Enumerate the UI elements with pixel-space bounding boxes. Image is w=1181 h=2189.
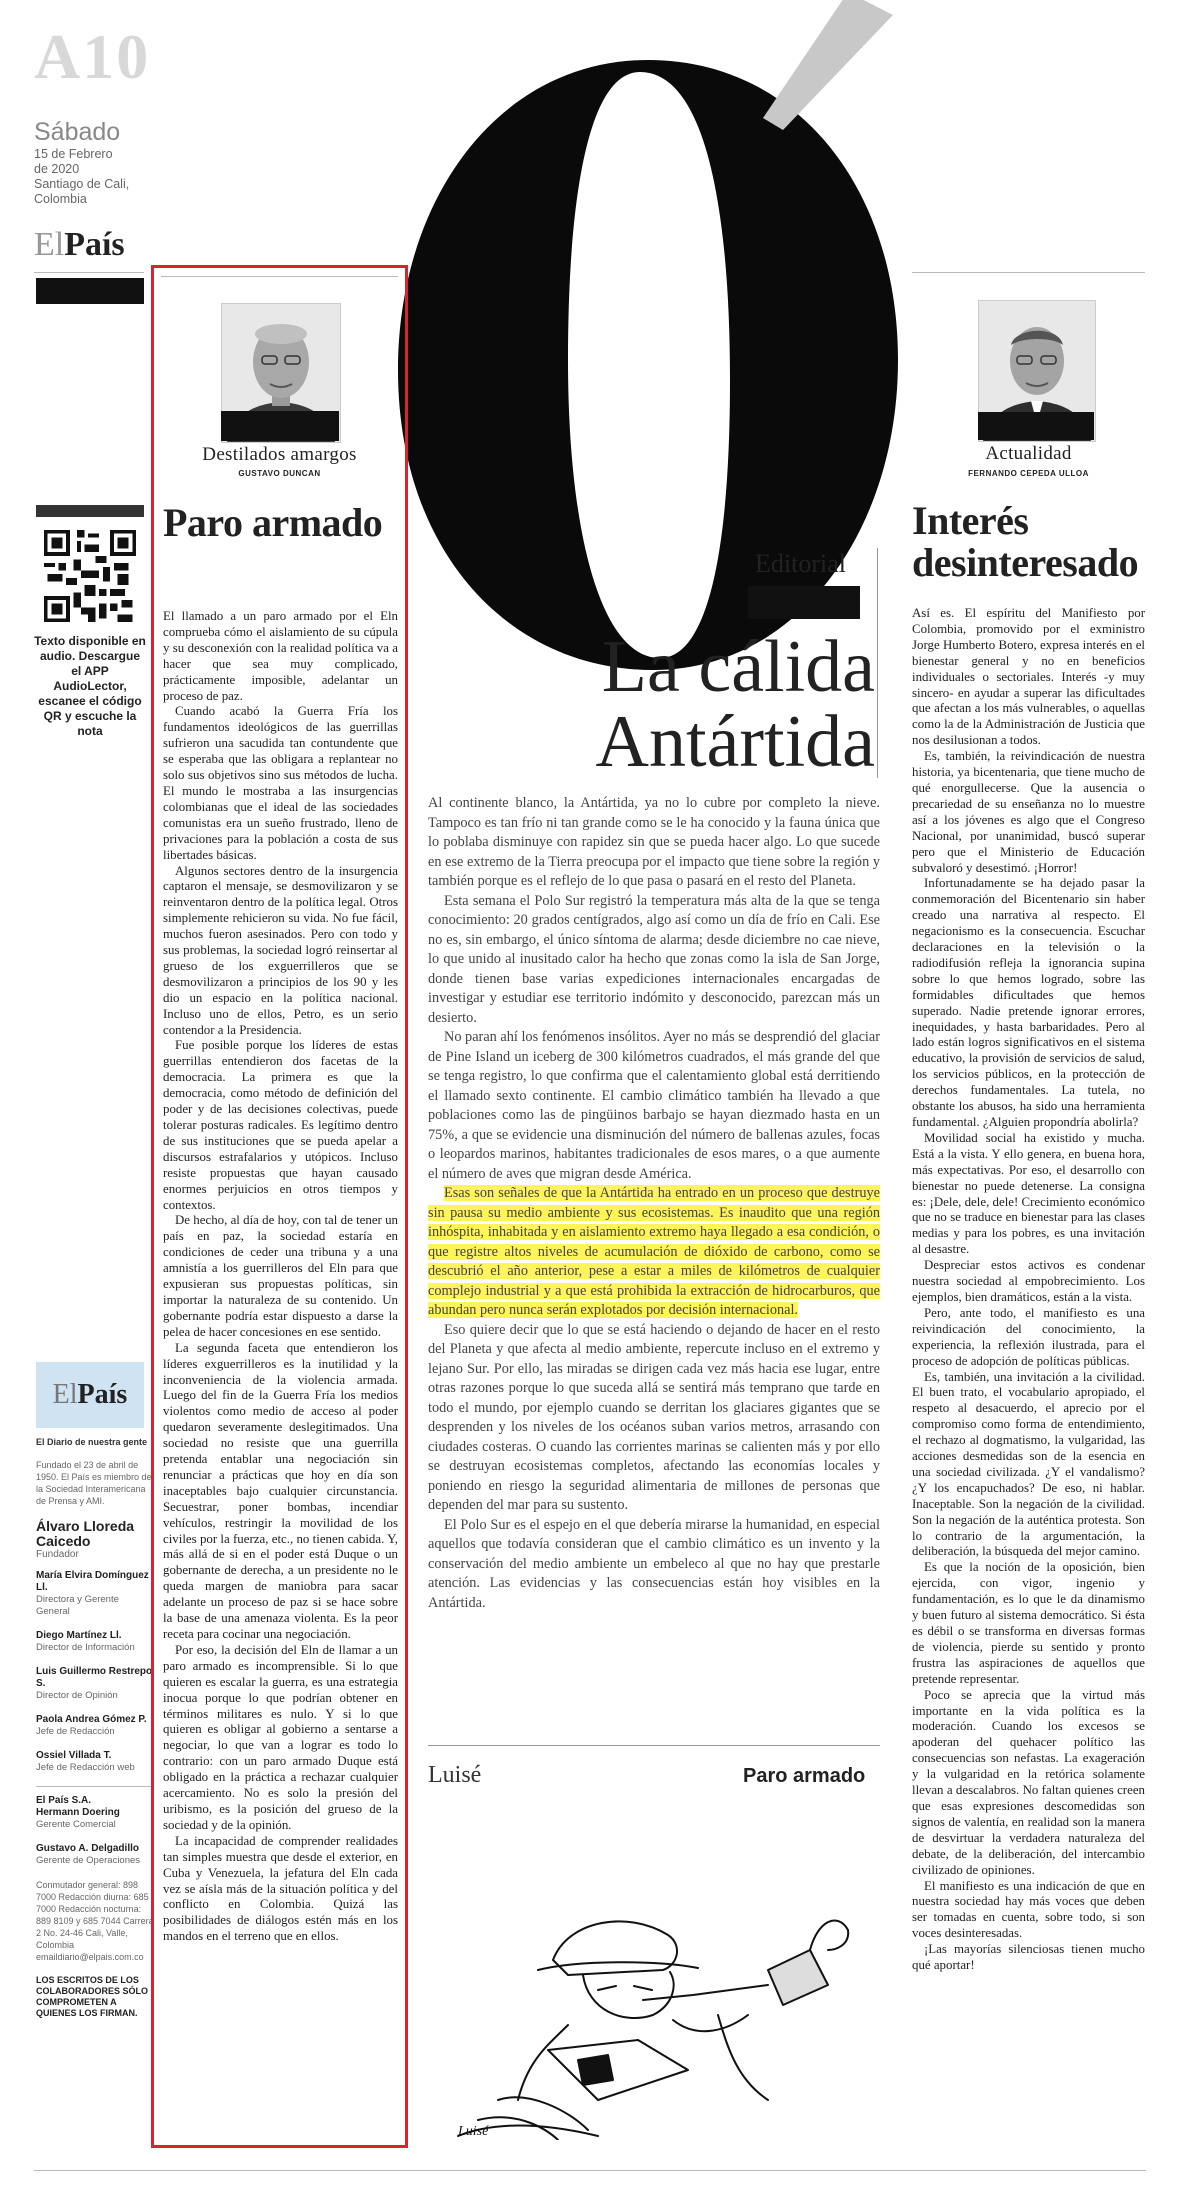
article-headline: Interés desinteresado bbox=[912, 498, 1139, 585]
paragraph: Despreciar estos activos es condenar nuestra sociedad al empobrecimiento. Los ejemplos, bien dramáticos, están a la vista. bbox=[912, 1258, 1145, 1304]
staff-name: Ossiel Villada T. bbox=[36, 1750, 112, 1761]
divider bbox=[36, 1786, 154, 1787]
paragraph: Pero, ante todo, el manifiesto es una reivindicación del conocimiento, la experiencia, la reflexión ilustrada, para el proceso de adopción de políticas públicas. bbox=[912, 1305, 1145, 1368]
paragraph: El llamado a un paro armado por el Eln comprueba cómo el aislamiento de su cúpula y su desconexión con la realidad política va a hacer que sea muy complicado, prácticamente imposible, adelantar un proceso de paz. bbox=[163, 609, 398, 703]
divider bbox=[161, 276, 398, 277]
newspaper-logo bbox=[34, 226, 125, 264]
paragraph: Así es. El espíritu del Manifiesto por Colombia, promovido por el exministro Jorge Humberto Botero, expresa interés en el bienestar general y no en beneficios individuales o sectoriales. Interés -y muy sincero- en ayudar a superar las dificultades que afectan a los más vulnerables, o aquellas como la de la Administración de Justicia que nos desilusionan a todos. bbox=[912, 606, 1145, 748]
date-line: Colombia bbox=[34, 192, 87, 206]
paragraph: Movilidad social ha existido y mucha. Está a la vista. Y ello genera, en buena hora, más expectativas. Por eso, el desarrollo con bienestar no puede detenerse. La consigna es: ¡Dele, dele, dele! Crecimiento económico que no se traduce en bienestar para las clases medias y para los pobres, es una invitación al desastre. bbox=[912, 1130, 1146, 1257]
editorial-title bbox=[545, 626, 875, 783]
staff-name: Gustavo A. Delgadillo bbox=[36, 1843, 139, 1854]
opinion-column-left bbox=[151, 265, 408, 2148]
staff-role: Gerente de Operaciones bbox=[36, 1855, 141, 1866]
staff-name: María Elvira Domínguez Ll. bbox=[36, 1570, 149, 1593]
paragraph: Cuando acabó la Guerra Fría los fundamentos ideológicos de las guerrillas sufrieron una sacudida tan contundente que se esperaba que las obligara a replantear no solo sus objetivos sino sus métodos de lucha. El mundo le mostraba a las insurgencias colombianas que el ideal de las sociedades comunistas era un sueño frustrado, lleno de privaciones para la población a costa de sus libertades básicas. bbox=[163, 704, 398, 862]
date-line: Santiago de Cali, bbox=[34, 177, 130, 191]
paragraph: Poco se aprecia que la virtud más importante en la vida política es la moderación. Cuando los excesos se apoderan del quehacer político las consecuencias son nefastas. La exageración y la vulgaridad en la retórica solamente llevan a descalabros. No faltan quienes creen que esas expresiones descomedidas son signos de valentía, en realidad son la manera de desvirtuar la verdadera naturaleza del debate, de la deliberación, del intercambio civilizado de opiniones. bbox=[912, 1687, 1145, 1877]
section-label: Editorial bbox=[755, 549, 846, 578]
founding-note: Fundado el 23 de abril de 1950. El País es miembro de la Sociedad Interamericana de Prensa y AMI. bbox=[36, 1460, 152, 1506]
date-line: 15 de Febrero bbox=[34, 147, 113, 161]
title-line: La cálida bbox=[601, 626, 875, 708]
column-name: Destilados amargos bbox=[202, 444, 357, 465]
staff-name: Hermann Doering bbox=[36, 1807, 120, 1818]
black-bar bbox=[748, 586, 860, 619]
editorial-body bbox=[428, 794, 880, 1613]
paragraph: Es, también, la reivindicación de nuestra historia, ya bicentenaria, que tiene mucho de qué enorgullecerse. Que la ausencia o precariedad de su enseñanza no lo muestre así a los jóvenes es algo que el Congreso Nacional, por unanimidad, buscó superar pero que el Ministerio de Educación subvaloró y desestimó. ¡Horror! bbox=[912, 749, 1145, 875]
logo-light: El bbox=[34, 226, 65, 263]
staff-role: Gerente Comercial bbox=[36, 1819, 116, 1830]
contact-info: Conmutador general: 898 7000 Redacción diurna: 685 7000 Redacción nocturna: 889 8109 y 685 7044 Carrera 2 No. 24-46 Cali, Valle, Colombia emaildiario@elpais.com.co bbox=[36, 1880, 154, 1962]
paragraph: La incapacidad de comprender realidades tan simples muestra que desde el exterior, en Cuba y Venezuela, la jefatura del Eln cada vez se aísla más de la situación política y del conflicto en Colombia. Quizá las posibilidades de diálogos estén más en los mandos en el terreno que en ellos. bbox=[163, 1833, 398, 1944]
paragraph: El manifiesto es una indicación de que en nuestra sociedad hay más voces que deben ser tomadas en cuenta, sobre todo, si son voces desinteresadas. bbox=[912, 1878, 1145, 1941]
article-body bbox=[912, 606, 1145, 1974]
paragraph: La segunda faceta que entendieron los líderes exguerrilleros es la inutilidad y la inconveniencia de la violencia armada. Luego del fin de la Guerra Fría los medios violentos como medio de acceso al poder quedaron severamente deslegitimados. Una sociedad no resiste que una guerrilla pretenda entablar una negociación sin renunciar a prácticas que hoy en día son inaceptables bajo cualquier circunstancia. Secuestrar, poner bombas, incendiar vehículos, restringir la movilidad de los civiles por la fuerza, etc., no tienen cabida. Y, más allá de si en el poder está Duque o un gobernante de derecha, a un presidente no le queda margen de maniobra para sacar adelante un proceso de paz si se hace sobre la base de una amenaza violenta. Es la peor receta para cocinar una negociación. bbox=[163, 1340, 398, 1641]
paragraph: De hecho, al día de hoy, con tal de tener un país en paz, la sociedad estaría en condiciones de ceder una tribuna y a una amnistía a los guerrilleros del Eln para que expusieran sus propuestas políticas, sin importar la naturaleza de su contenido. Un gobernante podría estar dispuesto a darse la pelea de hacer concesiones en ese sentido. bbox=[163, 1213, 398, 1339]
title-line: Antártida bbox=[595, 701, 875, 783]
staff-name: Paola Andrea Gómez P. bbox=[36, 1714, 147, 1725]
paragraph: Por eso, la decisión del Eln de llamar a un paro armado es incomprensible. Si lo que quieren es escalar la guerra, es una estrategia inocua porque lo que podrían obtener en términos militares es nulo. Y si lo que quieren es obligar al gobierno a sentarse a negociar, lo que van a lograr es todo lo contrario: con un paro armado Duque está obligado en la práctica a rechazar cualquier acercamiento. No es solo la presión del uribismo, es la posición del grueso de la sociedad y de la opinión. bbox=[163, 1642, 398, 1832]
divider bbox=[912, 272, 1145, 273]
page-number: A10 bbox=[34, 21, 151, 92]
staff-role: Directora y Gerente General bbox=[36, 1594, 119, 1617]
qr-code-icon[interactable] bbox=[44, 530, 136, 622]
cartoon-title: Paro armado bbox=[743, 1765, 866, 1787]
logo-bold: País bbox=[77, 1379, 128, 1410]
black-bar bbox=[221, 411, 339, 441]
qr-caption: Texto disponible en audio. Descargue el APP AudioLector, escanee el código QR y escuche la nota bbox=[34, 634, 146, 738]
publication-day: Sábado bbox=[34, 118, 121, 146]
masthead-tagline: El Diario de nuestra gente bbox=[36, 1437, 148, 1447]
company-name: El País S.A. bbox=[36, 1795, 92, 1806]
masthead-logo bbox=[36, 1362, 144, 1428]
article-headline: Paro armado bbox=[163, 500, 383, 545]
black-bar bbox=[36, 278, 144, 304]
paragraph: No paran ahí los fenómenos insólitos. Ayer no más se desprendió del glaciar de Pine Island un iceberg de 300 kilómetros cuadrados, el más grande del que se tenga registro, lo que confirma que el calentamiento global está derritiendo el llamado sexto continente. El cambio climático también ha llevado a que poblaciones como las de pingüinos barbajo se hayan diezmado hasta en un 75%, a que se evidencie una disminución del número de ballenas azules, focas o leopardos marinos, habitantes tradicionales de esos mares, o a que aumente el número de aves que migran desde América. bbox=[428, 1029, 880, 1182]
paragraph: Eso quiere decir que lo que se está haciendo o dejando de hacer en el resto del Planeta y que afecta al medio ambiente, repercute incluso en el extremo y lejano Sur. Por ello, las miradas se dirigen cada vez más hacia ese lugar, entre otras razones porque lo que suceda allá se sentirá más temprano que tarde en todo el mundo, por ejemplo cuando se derritan los glaciares gigantes que se desprenden y los niveles de los océanos suban varios metros, arrasando con ciudades costeras. O cuando las corrientes marinas se calienten más y por ello se destruyan ecosistemas completos, afectando las economías locales y poniendo en riesgo la seguridad alimentaria de millones de personas que dependen del mar para su sustento. bbox=[428, 1321, 880, 1513]
divider bbox=[877, 548, 878, 778]
bottom-rule bbox=[34, 2170, 1146, 2171]
logo-light: El bbox=[52, 1379, 78, 1410]
black-bar bbox=[36, 505, 144, 517]
staff-name: Diego Martínez Ll. bbox=[36, 1630, 122, 1641]
staff-role: Director de Opinión bbox=[36, 1690, 118, 1701]
cartoon-illustration bbox=[438, 1800, 858, 2140]
staff-role: Jefe de Redacción web bbox=[36, 1762, 135, 1773]
logo-bold: País bbox=[64, 226, 125, 263]
black-bar bbox=[978, 412, 1094, 440]
highlight: Esas son señales de que la Antártida ha entrado en un proceso que destruye sin pausa su medio ambiente y sus ecosistemas. Es inaudito que una región inhóspita, inhabitada y en aislamiento extremo haya llegado a esa condición, o que registre altos niveles de acumulación de dióxido de carbono, como se descubrió el año anterior, pese a estar a miles de kilómetros de cualquier complejo industrial y a que está prohibida la extracción de hidrocarburos, que abundan pero nunca serán explotados por decisión internacional. bbox=[428, 1185, 880, 1318]
article-body bbox=[163, 609, 398, 1945]
column-author: GUSTAVO DUNCAN bbox=[238, 469, 321, 478]
paragraph: Fue posible porque los líderes de estas guerrillas entendieron dos facetas de la democracia. La primera es que la democracia, como método de definición del poder y de las decisiones colectivas, puede tolerar posturas radicales. Es legítimo dentro de sus instituciones que se pueda apelar a discursos estrafalarios y utópicos. Incluso resiste propuestas que hayan causado enormes perjuicios en otros tiempos y contextos. bbox=[163, 1038, 398, 1212]
paragraph: ¡Las mayorías silenciosas tienen mucho qué aportar! bbox=[912, 1942, 1145, 1973]
paragraph: Infortunadamente se ha dejado pasar la conmemoración del Bicentenario sin haber creado una narrativa al respecto. El negacionismo es la consecuencia. Escuchar declaraciones en la televisión o la radiodifusión refleja la ignorancia supina sobre lo que hemos logrado, sobre las formidables dificultades que hemos superado. Nadie pretende ignorar errores, inequidades, y hasta barbaridades. Pero al lado están logros significativos en el sistema educativo, la provisión de servicios de salud, los servicios públicos, en la protección de derechos fundamentales. La tutela, no obstante los abusos, ha sido una herramienta fundamental. ¿Alguien propondría abolirla? bbox=[912, 876, 1145, 1129]
paragraph: Es que la noción de la oposición, bien ejercida, con vigor, ingenio y fundamentación, es lo que le da dinamismo y buen futuro al sistema democrático. Si ésta es débil o se transforma en diversas formas de violencia, pierde su sentido y pronto frustra las aspiraciones de aquellos que pretende representar. bbox=[912, 1560, 1145, 1686]
paragraph: Es, también, una invitación a la civilidad. El buen trato, el vocabulario apropiado, el respeto al desacuerdo, el aprecio por el compromiso como forma de entendimiento, el rechazo al dogmatismo, la vulgaridad, las acciones desmedidas son de la esencia en una sociedad civilizada. ¿Y el vandalismo? ¿Y los encapuchados? De eso, ni hablar. Inaceptable. Son la negación de la civilidad. Son la negación de la auténtica protesta. Son lo contrario de la argumentación, la deliberación, la búsqueda del mejor camino. bbox=[912, 1369, 1145, 1559]
highlighted-paragraph bbox=[428, 1184, 880, 1321]
founder-role: Fundador bbox=[36, 1549, 79, 1560]
disclaimer: LOS ESCRITOS DE LOS COLABORADORES SÓLO COMPROMETEN A QUIENES LOS FIRMAN. bbox=[36, 1975, 149, 2018]
paragraph: Esta semana el Polo Sur registró la temperatura más alta de la que se tenga conocimiento: 20 grados centígrados, algo así como un día de frío en Cali. Ese no es, sin embargo, el único síntoma de alarma; desde diciembre no cae nieve, lo que unido al inusitado calor ha hecho que zonas como la isla de San Jorge, donde tienen base varias expediciones internacionales encargadas de investigar y estudiar ese territorio indómito y desconocido, parezcan más un desierto. bbox=[428, 892, 880, 1026]
founder-name: Álvaro Lloreda Caicedo bbox=[36, 1518, 135, 1549]
divider bbox=[428, 1745, 880, 1746]
paragraph: Algunos sectores dentro de la insurgencia captaron el mensaje, se desmovilizaron y se reinventaron dentro de la política legal. Otros simplemente rehicieron su vida. No fue fácil, muchos fueron asesinados. Pero con todo y sus problemas, la sociedad logró reinsertar al grueso de los exguerrilleros que se desmovilizaron a principios de los 90 y les dio un espacio en la política nacional. Incluso uno de ellos, Petro, es un serio contendor a la Presidencia. bbox=[163, 863, 398, 1037]
staff-name: Luis Guillermo Restrepo S. bbox=[36, 1666, 153, 1689]
paragraph: Al continente blanco, la Antártida, ya no lo cubre por completo la nieve. Tampoco es tan frío ni tan grande como se le ha conocido y la fauna única que lo poblaba disminuye con rapidez sin que se pueda hacer algo. Lo que sucede en ese extremo de la Tierra preocupa por el impacto que tiene sobre la región y también porque es el reflejo de lo que pasa o pasará en el resto del Planeta. bbox=[428, 795, 880, 889]
publication-date bbox=[34, 147, 164, 207]
divider bbox=[34, 272, 144, 273]
staff-role: Director de Información bbox=[36, 1642, 135, 1653]
date-line: de 2020 bbox=[34, 162, 80, 176]
cartoon-signature: Luisé bbox=[458, 2124, 489, 2139]
masthead bbox=[36, 1437, 154, 2019]
paragraph: El Polo Sur es el espejo en el que debería mirarse la humanidad, en especial aquellos que todavía consideran que el cambio climático es un invento y la conservación del medio ambiente un embeleco al que no hay que prestarle atención. Las evidencias y las consecuencias están hoy visibles en la Antártida. bbox=[428, 1516, 880, 1611]
column-author: FERNANDO CEPEDA ULLOA bbox=[968, 469, 1089, 478]
column-name: Actualidad bbox=[985, 443, 1072, 464]
cartoonist-name: Luisé bbox=[428, 1762, 482, 1788]
staff-role: Jefe de Redacción bbox=[36, 1726, 115, 1737]
